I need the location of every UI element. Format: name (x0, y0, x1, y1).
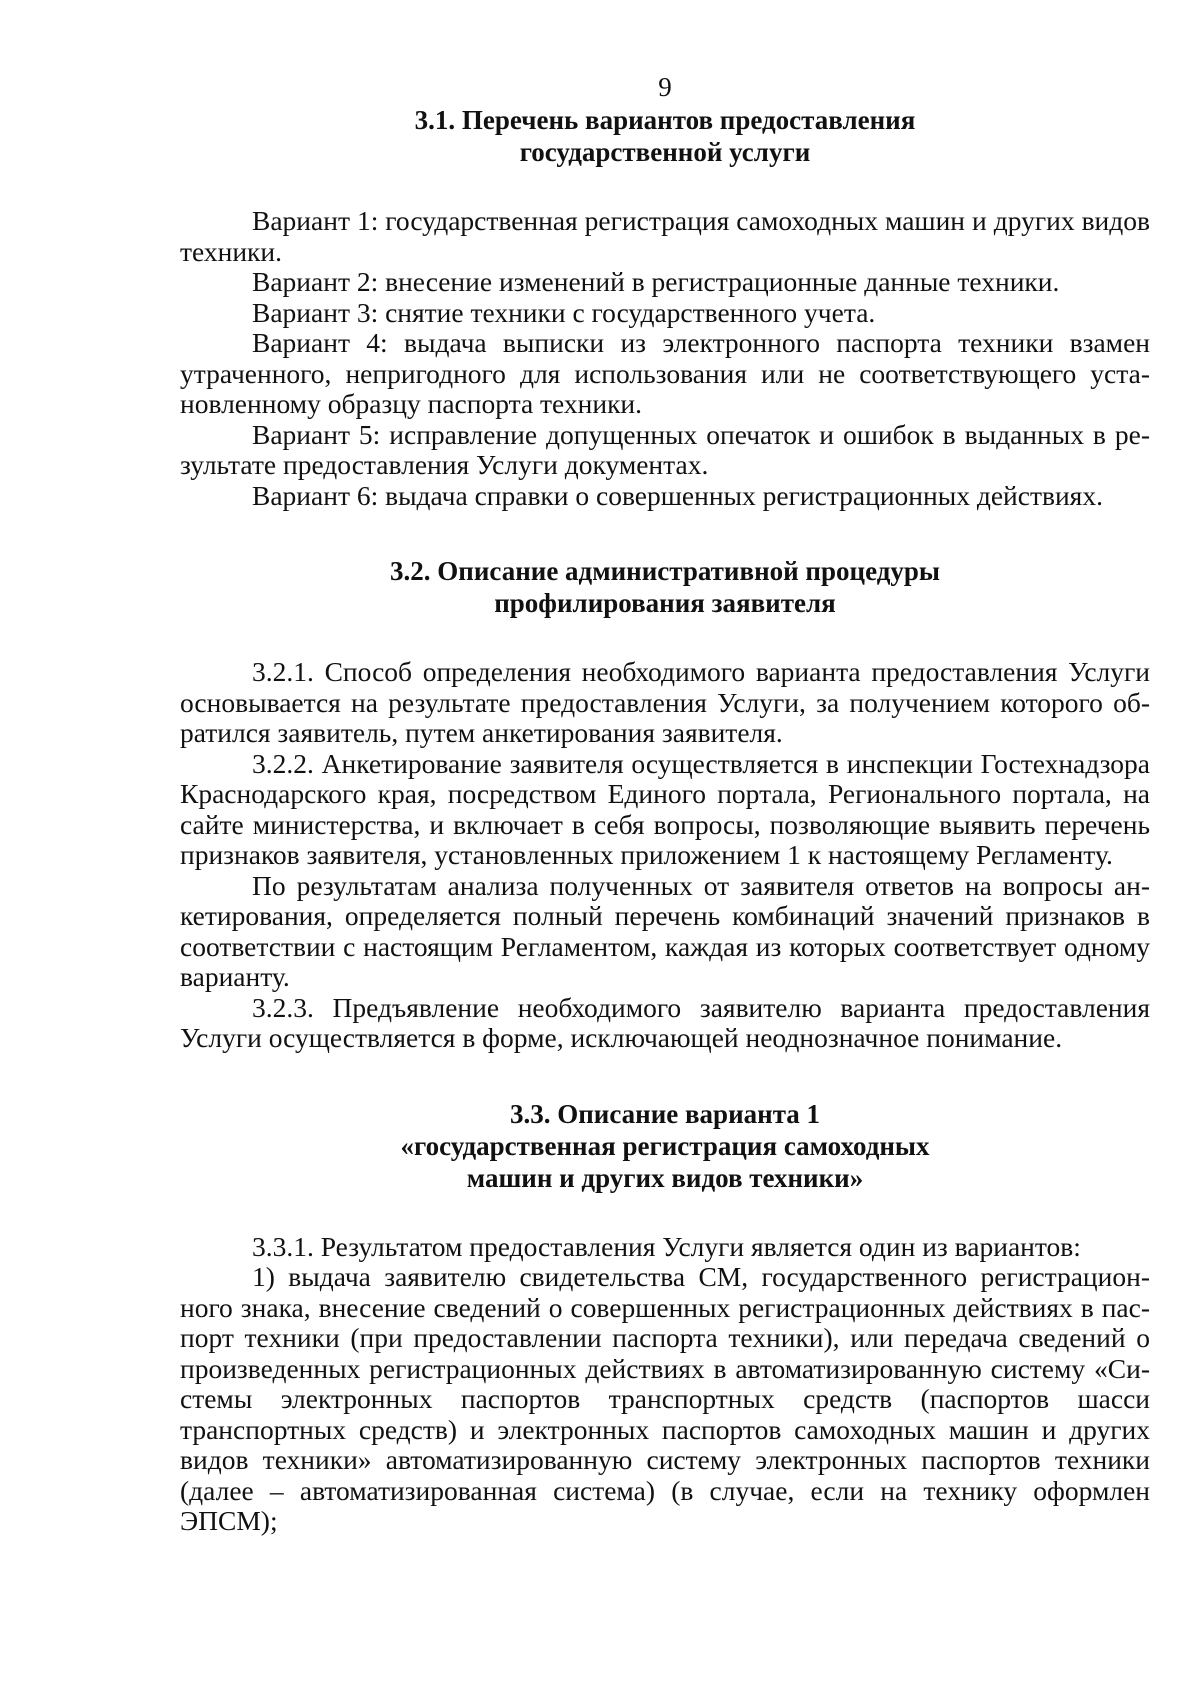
section-heading (180, 104, 1150, 168)
paragraph: Вариант 2: внесение изменений в регистрационные данные техники. (252, 266, 1060, 297)
page-number: 9 (658, 72, 672, 102)
heading-line: профилирования заявителя (494, 588, 836, 618)
section-body (180, 1232, 1150, 1537)
paragraph: 3.2.2. Анкетирование заявителя осуществляется в инспекции Гостехнадзора Краснодарского края, посредством Единого портала, Регионального портала, на сайте министерства, и включает в себя вопросы, позволяющие выявить перечень признаков заявителя, установленных приложением 1 к настоящему Регламенту. (180, 747, 1150, 870)
paragraph: По результатам анализа полученных от заявителя ответов на вопросы анкетирования, определяется полный перечень комбинаций значений признаков в соответствии с настоящим Регламентом, каждая из которых соответствует одному варианту. (180, 869, 1150, 992)
page-content (180, 70, 1150, 1537)
section-3-2 (180, 555, 1150, 1054)
heading-line: государственной услуги (519, 137, 811, 167)
paragraph: Вариант 1: государственная регистрация самоходных машин и других видов техники. (180, 205, 1150, 267)
paragraph: 3.2.3. Предъявление необходимого заявителю варианта предоставления Услуги осуществляется в форме, исключающей неоднозначное понимание. (180, 991, 1150, 1053)
heading-line: машин и других видов техники» (466, 1162, 864, 1193)
heading-line: «государственная регистрация самоходных (400, 1130, 930, 1161)
paragraph: Вариант 3: снятие техники с государственного учета. (252, 296, 876, 328)
section-heading (180, 1098, 1150, 1194)
paragraph: 1) выдача заявителю свидетельства СМ, государственного регистрационного знака, внесение сведений о совершенных регистрационных действиях в паспорт техники (при предоставлении паспорта техники), или передача сведений о произведенных регистрационных действиях в автоматизированную систему «Системы электронных паспортов транспортных средств (паспортов шасси транспортных средств) и электронных паспортов самоходных машин и других видов техники» автоматизированную систему электронных паспортов техники (далее – автоматизированная система) (в случае, если на технику оформлен ЭПСМ); (180, 1261, 1150, 1536)
heading-line: 3.2. Описание административной процедуры (390, 556, 940, 586)
heading-line: 3.3. Описание варианта 1 (509, 1098, 821, 1129)
section-heading (180, 555, 1150, 619)
paragraph: 3.3.1. Результатом предоставления Услуги является один из вариантов: (252, 1230, 1081, 1262)
section-body (180, 657, 1150, 1054)
heading-line: 3.1. Перечень вариантов предоставления (414, 105, 916, 135)
paragraph: Вариант 4: выдача выписки из электронного паспорта техники взамен утраченного, непригодного для использования или не соответствующего установленному образцу паспорта техники. (180, 327, 1150, 419)
section-body (180, 206, 1150, 511)
section-3-1 (180, 104, 1150, 511)
paragraph: 3.2.1. Способ определения необходимого варианта предоставления Услуги основывается на результате предоставления Услуги, за получением которого обратился заявитель, путем анкетирования заявителя. (180, 656, 1150, 748)
section-3-3 (180, 1098, 1150, 1537)
paragraph: Вариант 5: исправление допущенных опечаток и ошибок в выданных в результате предоставления Услуги документах. (180, 418, 1150, 480)
paragraph: Вариант 6: выдача справки о совершенных регистрационных действиях. (252, 479, 1103, 511)
